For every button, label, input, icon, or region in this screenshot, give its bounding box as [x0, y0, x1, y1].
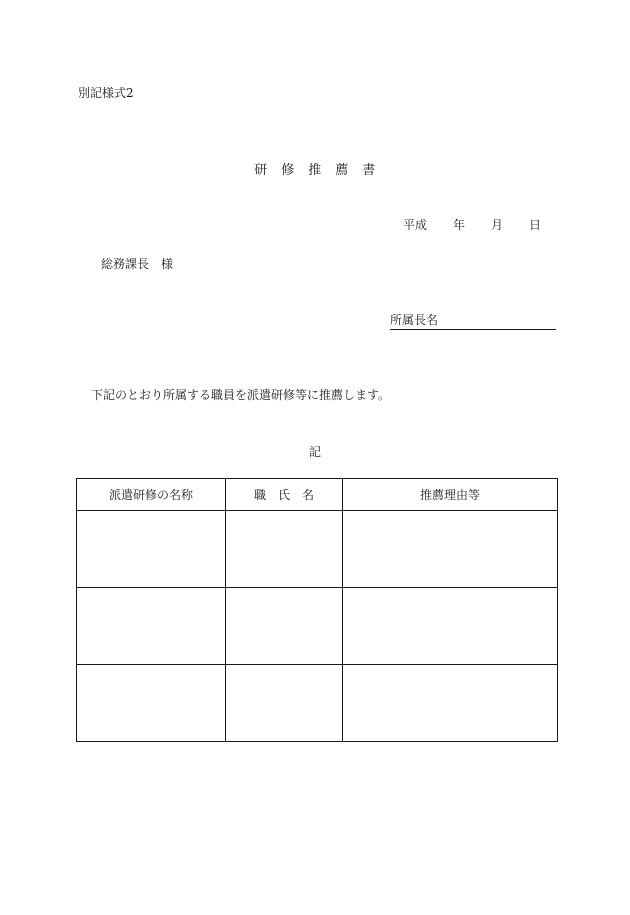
- header-training-name: 派遣研修の名称: [77, 479, 226, 511]
- cell-reason[interactable]: [343, 665, 558, 742]
- date-month: 月: [491, 218, 504, 232]
- cell-position-name[interactable]: [226, 665, 343, 742]
- date-day: 日: [529, 218, 542, 232]
- recommendation-table: [76, 478, 558, 742]
- document-title: 研 修 推 薦 書: [254, 163, 376, 178]
- table-header-row: [77, 479, 558, 511]
- cell-reason[interactable]: [343, 588, 558, 665]
- date-line: [403, 216, 541, 233]
- addressee: 総務課長 様: [101, 257, 174, 271]
- cell-reason[interactable]: [343, 511, 558, 588]
- cell-training-name[interactable]: [77, 511, 226, 588]
- header-position-name: 職 氏 名: [226, 479, 343, 511]
- form-id: 別記様式2: [78, 86, 134, 100]
- header-reason: 推薦理由等: [343, 479, 558, 511]
- affiliation-label: 所属長名: [390, 313, 439, 327]
- date-year: 年: [453, 218, 466, 232]
- table-row: [77, 588, 558, 665]
- cell-training-name[interactable]: [77, 665, 226, 742]
- cell-position-name[interactable]: [226, 511, 343, 588]
- affiliation-head-name-line: [390, 311, 556, 330]
- table-row: [77, 665, 558, 742]
- table-row: [77, 511, 558, 588]
- cell-position-name[interactable]: [226, 588, 343, 665]
- cell-training-name[interactable]: [77, 588, 226, 665]
- body-text: 下記のとおり所属する職員を派遣研修等に推薦します。: [91, 388, 391, 402]
- date-era: 平成: [403, 218, 428, 232]
- ki-heading: 記: [308, 445, 321, 459]
